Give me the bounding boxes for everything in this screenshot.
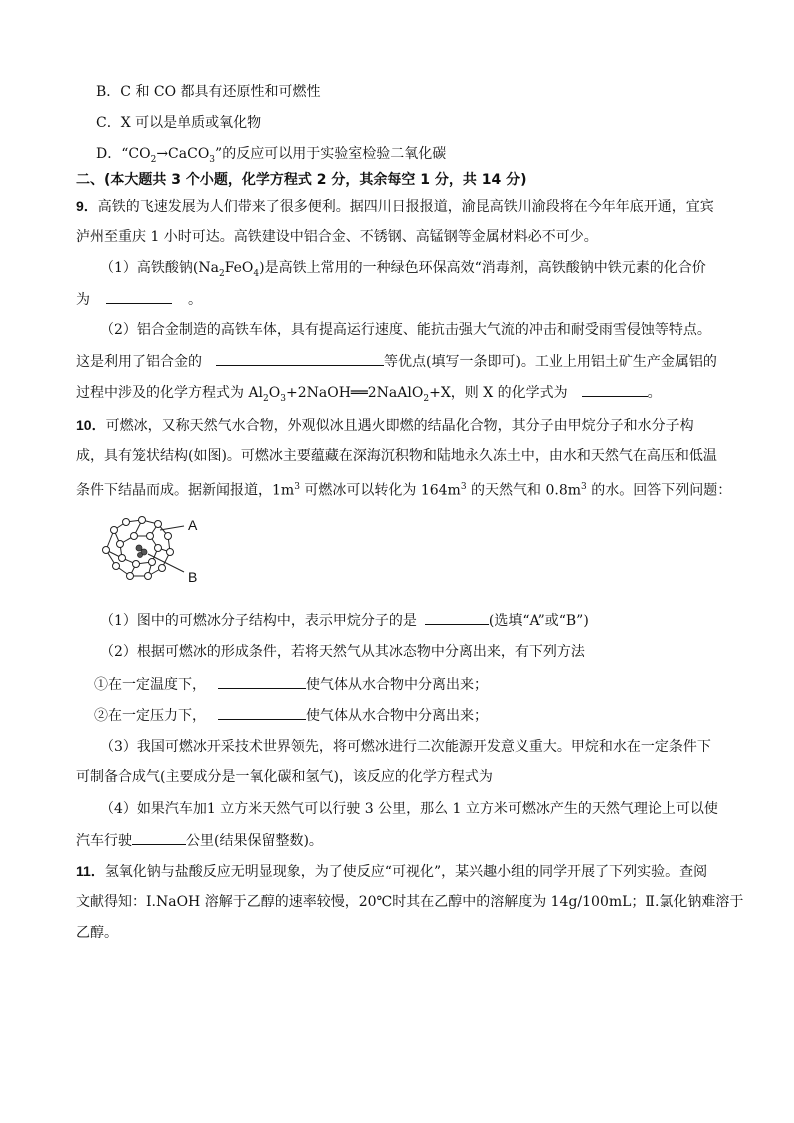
q9-2-line-1: （2）铝合金制造的高铁车体，具有提高运行速度、能抗击强大气流的冲击和耐受雨雪侵蚀等特点。 <box>100 322 711 338</box>
q9-1-line-1: （1）高铁酸钠$(Na_2FeO_4)$是高铁上常用的一种绿色环保高效“消毒剂，高铁酸钠中铁元素的化合价 <box>100 260 706 279</box>
q10-3-line-1: （3）我国可燃冰开采技术世界领先，将可燃冰进行二次能源开发意义重大。甲烷和水在一定条件下 <box>100 739 711 755</box>
section-2-heading: 二、(本大题共 3 个小题，化学方程式 2 分，其余每空 1 分，共 14 分) <box>76 172 527 188</box>
q9-1-line-2: 为 。 <box>76 289 202 310</box>
q9-line-2: 泸州至重庆 1 小时可达。高铁建设中铝合金、不锈钢、高锰钢等金属材料必不可少。 <box>76 229 598 245</box>
q10-3-line-2: 可制备合成气(主要成分是一氧化碳和氢气)，该反应的化学方程式为 <box>76 769 493 785</box>
label-a: A <box>188 517 198 533</box>
q10-4-line-1: （4）如果汽车加1 立方米天然气可以行驶 3 公里，那么 1 立方米可燃冰产生的天然气理论上可以使 <box>100 801 718 817</box>
answer-blank-q10-1[interactable] <box>425 610 489 625</box>
answer-blank-q10-2-2[interactable] <box>218 705 306 720</box>
q9-2-line-2: 这是利用了铝合金的 等优点(填写一条即可)。工业上用铝土矿生产金属铝的 <box>76 351 717 372</box>
option-d: D．“$CO_2\to CaCO_3$”的反应可以用于实验室检验二氧化碳 <box>96 146 447 165</box>
q10-1: （1）图中的可燃冰分子结构中，表示甲烷分子的是 (选填“A”或“B”) <box>100 610 589 631</box>
q9-line-1: 9．高铁的飞速发展为人们带来了很多便利。据四川日报报道，渝昆高铁川渝段将在今年年底开通，宜宾 <box>76 198 714 215</box>
q10-2: （2）根据可燃冰的形成条件，若将天然气从其冰态物中分离出来，有下列方法 <box>100 644 585 660</box>
q10-2-choice-2: ②在一定压力下， 使气体从水合物中分离出来； <box>94 705 488 726</box>
q9-2-line-3: 过程中涉及的化学方程式为 $Al_2O_3+2NaOH══2NaAlO_2+X$，则 X 的化学式为 。 <box>76 382 662 409</box>
q10-2-choice-1: ①在一定温度下， 使气体从水合物中分离出来； <box>94 674 488 695</box>
answer-blank-q10-2-1[interactable] <box>218 674 306 689</box>
q10-line-2: 成，具有笼状结构(如图)。可燃冰主要蕴藏在深海沉积物和陆地永久冻土中，由水和天然气在高压和低温 <box>76 448 717 464</box>
option-c: C．X 可以是单质或氧化物 <box>96 115 262 131</box>
answer-blank-q9-1[interactable] <box>106 289 172 304</box>
answer-blank-q9-2-b[interactable] <box>582 382 648 397</box>
label-b: B <box>188 569 198 585</box>
q10-line-1: 10．可燃冰，又称天然气水合物，外观似冰且遇火即燃的结晶化合物，其分子由甲烷分子和水分子构 <box>76 417 694 434</box>
answer-blank-q10-4[interactable] <box>132 830 186 845</box>
q10-4-line-2: 汽车行驶 公里(结果保留整数)。 <box>76 830 323 851</box>
q11-line-2: 文献得知：Ⅰ.NaOH 溶解于乙醇的速率较慢，20℃时其在乙醇中的溶解度为 14g/100mL；Ⅱ.氯化钠难溶于 <box>76 894 744 910</box>
q11-line-3: 乙醇。 <box>76 925 118 941</box>
clathrate-cage-diagram <box>96 510 216 590</box>
q11-line-1: 11．氢氧化钠与盐酸反应无明显现象，为了使反应“可视化”，某兴趣小组的同学开展了下列实验。查阅 <box>76 863 708 880</box>
q10-line-3: 条件下结晶而成。据新闻报道，$1m^3$ 可燃冰可以转化为 $164m^3$ 的天然气和 $0.8m^3$ 的水。回答下列问题： <box>76 482 732 499</box>
answer-blank-q9-2-a[interactable] <box>216 351 384 366</box>
option-b: B．C 和 CO 都具有还原性和可燃性 <box>96 84 321 100</box>
